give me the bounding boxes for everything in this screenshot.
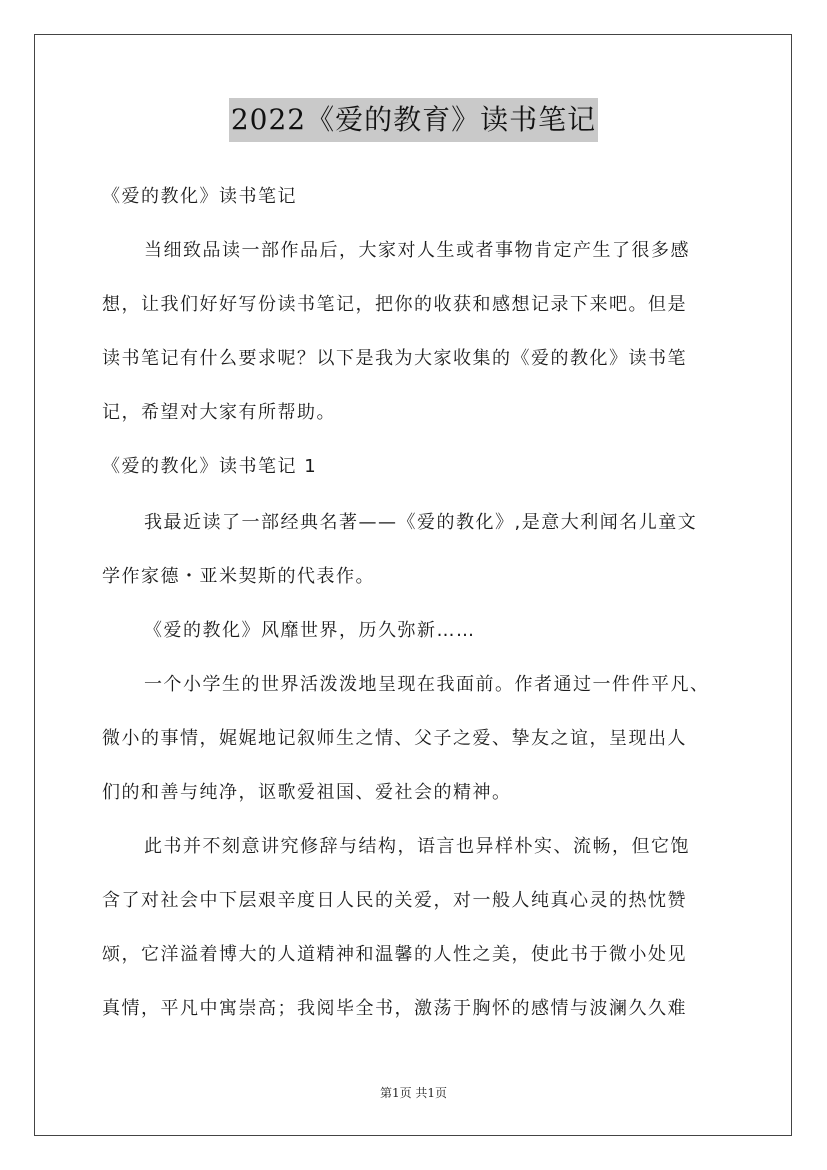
paragraph-line: 当细致品读一部作品后，大家对人生或者事物肯定产生了很多感 <box>144 240 690 261</box>
page-footer: 第1页 共1页 <box>379 1086 448 1100</box>
document-title <box>0 98 827 142</box>
paragraph-line: 微小的事情，娓娓地记叙师生之情、父子之爱、挚友之谊，呈现出人 <box>102 728 687 749</box>
section-heading: 《爱的教化》读书笔记 1 <box>102 456 318 477</box>
paragraph-line: 学作家德・亚米契斯的代表作。 <box>102 566 375 587</box>
paragraph-line: 读书笔记有什么要求呢？以下是我为大家收集的《爱的教化》读书笔 <box>102 348 687 369</box>
paragraph-line: 此书并不刻意讲究修辞与结构，语言也异样朴实、流畅，但它饱 <box>144 836 690 857</box>
section-heading: 《爱的教化》读书笔记 <box>102 186 297 207</box>
paragraph-line: 记，希望对大家有所帮助。 <box>102 402 336 423</box>
paragraph-line: 含了对社会中下层艰辛度日人民的关爱，对一般人纯真心灵的热忱赞 <box>102 890 687 911</box>
paragraph-line: 我最近读了一部经典名著——《爱的教化》,是意大利闻名儿童文 <box>144 512 698 533</box>
paragraph-line: 真情，平凡中寓崇高；我阅毕全书，激荡于胸怀的感情与波澜久久难 <box>102 998 687 1019</box>
paragraph-line: 一个小学生的世界活泼泼地呈现在我面前。作者通过一件件平凡、 <box>144 674 710 695</box>
paragraph-line: 想，让我们好好写份读书笔记，把你的收获和感想记录下来吧。但是 <box>102 294 687 315</box>
paragraph-line: 颂，它洋溢着博大的人道精神和温馨的人性之美，使此书于微小处见 <box>102 944 687 965</box>
document-title-text: 2022《爱的教育》读书笔记 <box>229 98 598 142</box>
paragraph-line: 《爱的教化》风靡世界，历久弥新…… <box>144 620 476 641</box>
paragraph-line: 们的和善与纯净，讴歌爱祖国、爱社会的精神。 <box>102 782 512 803</box>
